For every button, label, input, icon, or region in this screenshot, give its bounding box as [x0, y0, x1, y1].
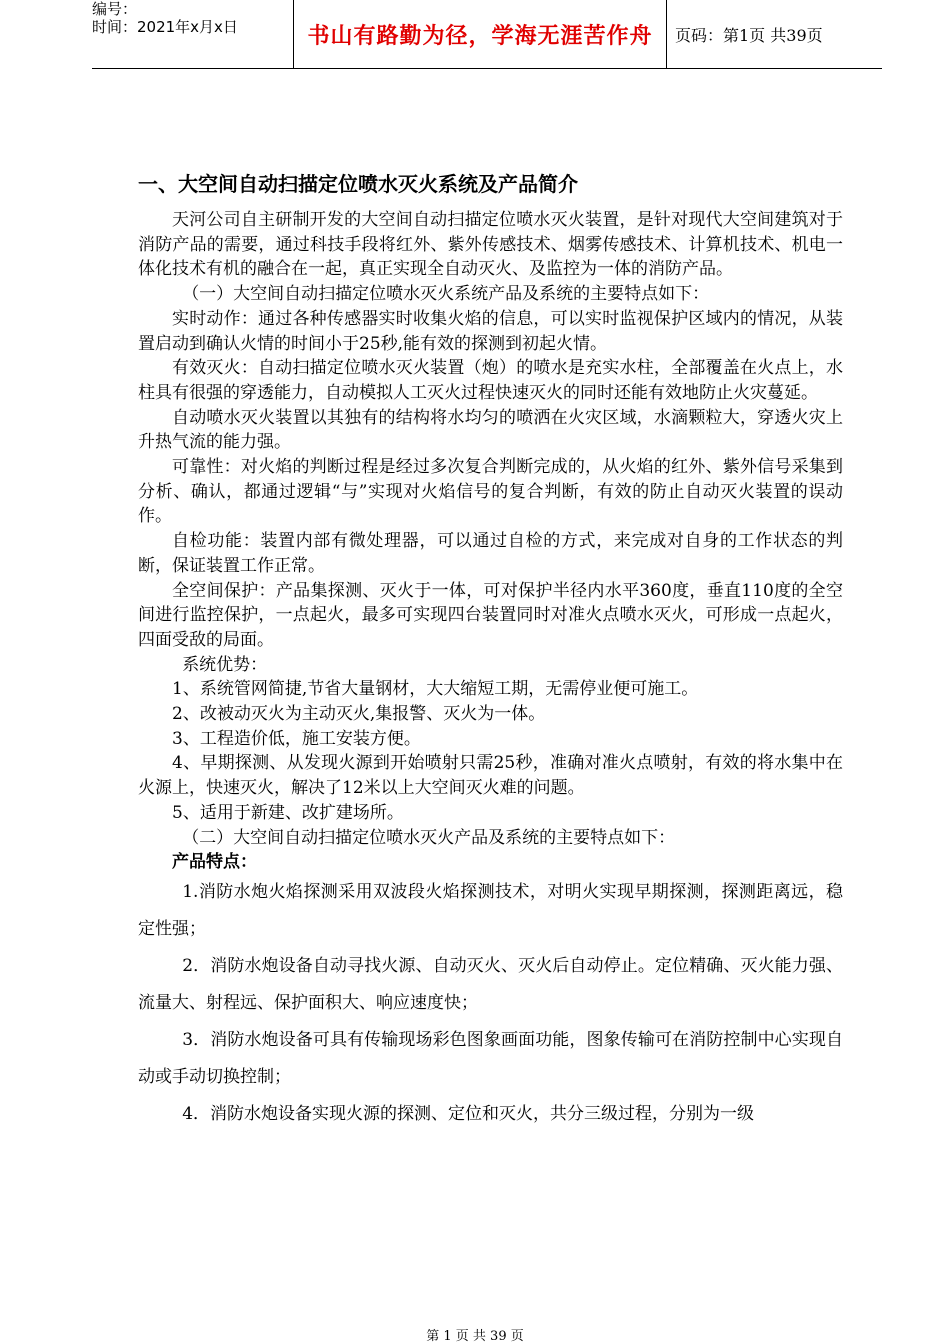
list-item-advantage-3: 3、工程造价低，施工安装方便。 — [172, 728, 421, 749]
list-item-advantage-2: 2、改被动灭火为主动灭火,集报警、灭火为一体。 — [172, 704, 546, 725]
document-body — [138, 170, 843, 1133]
paragraph-reliability: 可靠性：对火焰的判断过程是经过多次复合判断完成的，从火焰的红外、紫外信号采集到分析、确认，都通过逻辑“与”实现对火焰信号的复合判断，有效的防止自动灭火装置的误动作。 — [138, 457, 843, 527]
paragraph-subsection-1: （一）大空间自动扫描定位喷水灭火系统产品及系统的主要特点如下： — [182, 284, 710, 305]
paragraph-advantages-heading: 系统优势： — [182, 654, 268, 675]
header-motto: 书山有路勤为径，学海无涯苦作舟 — [293, 0, 667, 68]
paragraph-spray: 自动喷水灭火装置以其独有的结构将水均匀的喷洒在火灾区域，水滴颗粒大，穿透火灾上升热气流的能力强。 — [138, 407, 843, 453]
document-number-label: 编号： — [92, 0, 138, 18]
feature-item-4: 4．消防水炮设备实现火源的探测、定位和灭火，共分三级过程，分别为一级 — [182, 1104, 755, 1125]
document-time-label: 时间：2021年x月x日 — [92, 18, 238, 36]
feature-item-2: 2．消防水炮设备自动寻找火源、自动灭火、灭火后自动停止。定位精确、灭火能力强、流量大、射程远、保护面积大、响应速度快； — [138, 956, 843, 1014]
section-title: 一、大空间自动扫描定位喷水灭火系统及产品简介 — [138, 172, 578, 196]
page-footer: 第 1 页 共 39 页 — [426, 1329, 524, 1344]
paragraph-full-space: 全空间保护：产品集探测、灭火于一体，可对保护半径内水平360度，垂直110度的全空间进行监控保护，一点起火，最多可实现四台装置同时对准火点喷水灭火，可形成一点起火，四面受敌的局面。 — [138, 580, 843, 650]
paragraph-effective: 有效灭火：自动扫描定位喷水灭火装置（炮）的喷水是充实水柱，全部覆盖在火点上，水柱具有很强的穿透能力，自动模拟人工灭火过程快速灭火的同时还能有效地防止火灾蔓延。 — [138, 358, 843, 403]
header-page-info: 页码：第1页 共39页 — [675, 25, 823, 45]
paragraph-subsection-2: （二）大空间自动扫描定位喷水灭火产品及系统的主要特点如下： — [182, 827, 676, 848]
product-features-heading: 产品特点： — [172, 852, 257, 873]
page-header — [92, 0, 882, 69]
list-item-advantage-1: 1、系统管网简捷,节省大量钢材，大大缩短工期，无需停业便可施工。 — [172, 679, 699, 700]
list-item-advantage-5: 5、适用于新建、改扩建场所。 — [172, 802, 404, 823]
header-left-cell — [92, 0, 292, 68]
list-item-advantage-4: 4、早期探测、从发现火源到开始喷射只需25秒，准确对准火点喷射，有效的将水集中在火源上，快速灭火，解决了12米以上大空间灭火难的问题。 — [138, 753, 843, 799]
feature-item-1: 1.消防水炮火焰探测采用双波段火焰探测技术，对明火实现早期探测，探测距离远，稳定性强； — [138, 882, 843, 940]
feature-item-3: 3．消防水炮设备可具有传输现场彩色图象画面功能，图象传输可在消防控制中心实现自动或手动切换控制； — [138, 1030, 843, 1088]
paragraph-selfcheck: 自检功能：装置内部有微处理器，可以通过自检的方式，来完成对自身的工作状态的判断，保证装置工作正常。 — [138, 531, 843, 576]
paragraph-intro: 天河公司自主研制开发的大空间自动扫描定位喷水灭火装置，是针对现代大空间建筑对于消防产品的需要，通过科技手段将红外、紫外传感技术、烟雾传感技术、计算机技术、机电一体化技术有机的融合在一起，真正实现全自动灭火、及监控为一体的消防产品。 — [138, 210, 843, 280]
paragraph-realtime: 实时动作：通过各种传感器实时收集火焰的信息，可以实时监视保护区域内的情况，从装置启动到确认火情的时间小于25秒,能有效的探测到初起火情。 — [138, 308, 843, 354]
